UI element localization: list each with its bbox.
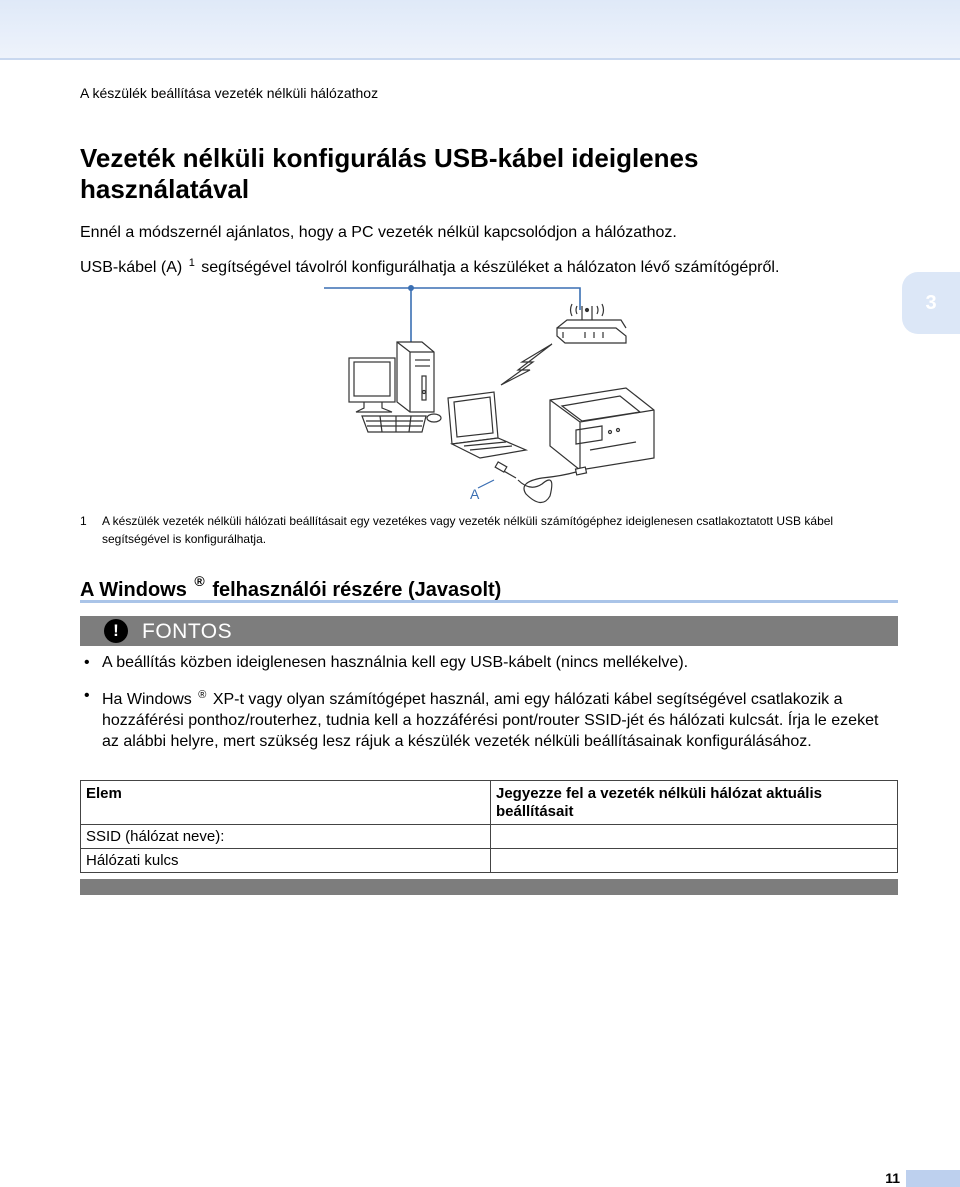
monitor-icon [349, 358, 395, 412]
registered-mark: ® [194, 573, 205, 589]
row-label: SSID (hálózat neve): [81, 825, 491, 849]
footnote-number: 1 [80, 514, 87, 528]
section-heading-end: felhasználói részére (Javasolt) [212, 579, 502, 601]
bullet-icon: • [84, 687, 90, 704]
section-heading [80, 566, 898, 603]
bullet-text: A beállítás közben ideiglenesen használnia kell egy USB-kábelt (nincs mellékelve). [102, 654, 689, 671]
bullet-text-start: Ha Windows [102, 691, 192, 708]
mouse-icon [427, 414, 441, 422]
top-band [0, 0, 960, 60]
bullet-icon: • [84, 654, 90, 671]
wireless-signal-icon [501, 344, 552, 385]
important-banner [80, 616, 898, 646]
running-header: A készülék beállítása vezeték nélküli hálózathoz [80, 85, 379, 101]
column-header-item: Elem [81, 781, 491, 825]
table-row [81, 849, 898, 873]
usb-label-a: A [470, 486, 480, 502]
list-item [80, 652, 898, 673]
row-value-field[interactable] [491, 849, 898, 873]
intro-line-2-start: USB-kábel (A) [80, 259, 183, 276]
page-title: Vezeték nélküli konfigurálás USB-kábel ideiglenes használatával [80, 143, 699, 204]
usb-cable-icon [495, 462, 586, 503]
network-diagram [280, 280, 700, 510]
exclamation-icon: ! [104, 619, 128, 643]
desktop-tower-icon [397, 342, 434, 412]
row-value-field[interactable] [491, 825, 898, 849]
intro-line-2 [80, 253, 779, 278]
network-cable [324, 285, 580, 342]
router-icon [557, 304, 626, 343]
intro-line-2-end: segítségével távolról konfigurálhatja a készüléket a hálózaton lévő számítógépről. [201, 259, 780, 276]
important-footer-bar [80, 879, 898, 895]
list-item [80, 685, 898, 752]
page-number: 11 [885, 1170, 900, 1186]
table-row [81, 825, 898, 849]
printer-icon [550, 388, 654, 470]
important-list [80, 652, 898, 764]
intro-line-1: Ennél a módszernél ajánlatos, hogy a PC vezeték nélkül kapcsolódjon a hálózathoz. [80, 224, 677, 241]
bullet-text-end: XP-t vagy olyan számítógépet használ, ami egy hálózati kábel segítségével csatlakozik a hozzáférési ponthoz/routerhez, tudnia kell a hozzáférési pont/router SSID-jét és hálózati kulcsát. Írja le ezeket az alábbi helyre, mert szükség lesz rájuk a készülék vezeték nélküli beállításainak konfigurálásához. [102, 691, 879, 750]
column-header-settings: Jegyezze fel a vezeték nélküli hálózat aktuális beállításait [491, 781, 898, 825]
registered-mark: ® [198, 689, 207, 701]
chapter-tab[interactable]: 3 [902, 272, 960, 334]
footnote-text: A készülék vezeték nélküli hálózati beállításait egy vezetékes vagy vezeték nélküli számítógéphez ideiglenesen csatlakoztatott USB kábel segítségével is konfigurálhatja. [102, 514, 834, 546]
footnote-ref[interactable]: 1 [188, 257, 195, 269]
laptop-icon [448, 392, 526, 458]
row-label: Hálózati kulcs [81, 849, 491, 873]
settings-record-table [80, 780, 898, 873]
page-tab [906, 1170, 960, 1187]
table-header-row [81, 781, 898, 825]
important-label: FONTOS [142, 620, 233, 643]
keyboard-icon [362, 416, 426, 432]
section-heading-start: A Windows [80, 579, 187, 601]
